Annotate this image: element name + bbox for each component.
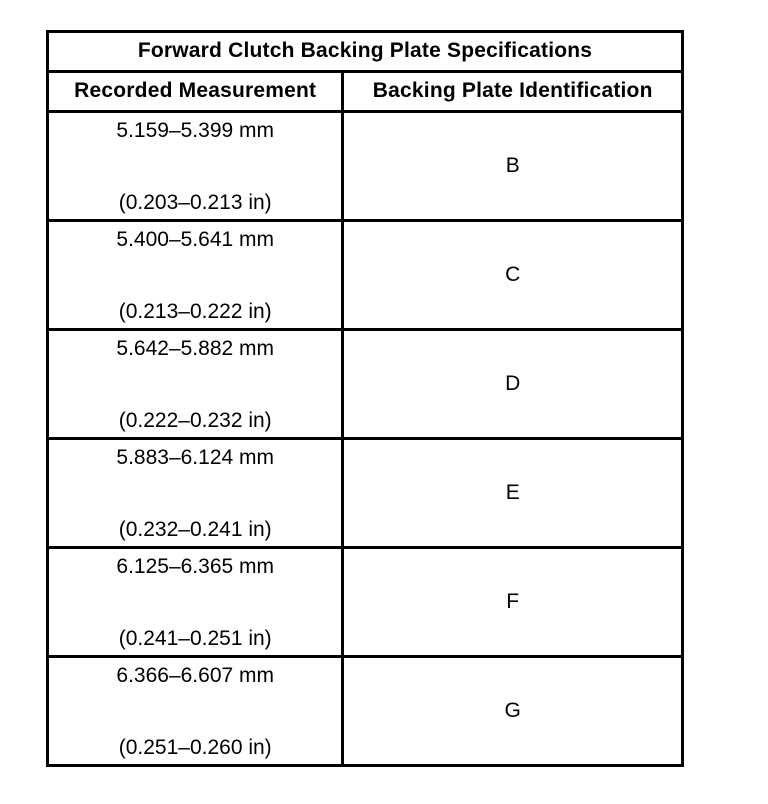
- table-row: [48, 438, 683, 547]
- measurement-cell: [48, 111, 343, 220]
- table-row: [48, 111, 683, 220]
- backing-plate-id: B: [343, 111, 683, 220]
- measurement-inch: (0.232–0.241 in): [118, 517, 272, 541]
- table-row: [48, 656, 683, 765]
- measurement-mm: 5.400–5.641 mm: [116, 227, 274, 251]
- measurement-inch: (0.222–0.232 in): [118, 408, 272, 432]
- backing-plate-id: C: [343, 220, 683, 329]
- measurement-inch: (0.203–0.213 in): [118, 190, 272, 214]
- measurement-cell: [48, 220, 343, 329]
- table-row: [48, 220, 683, 329]
- measurement-inch: (0.213–0.222 in): [118, 299, 272, 323]
- measurement-mm: 5.159–5.399 mm: [116, 118, 274, 142]
- measurement-mm: 5.642–5.882 mm: [116, 336, 274, 360]
- measurement-cell: [48, 438, 343, 547]
- column-header-recorded-measurement: Recorded Measurement: [48, 71, 343, 111]
- measurement-mm: 5.883–6.124 mm: [116, 445, 274, 469]
- backing-plate-id: F: [343, 547, 683, 656]
- table-title: Forward Clutch Backing Plate Specifications: [48, 32, 683, 72]
- measurement-inch: (0.241–0.251 in): [118, 626, 272, 650]
- measurement-mm: 6.366–6.607 mm: [116, 663, 274, 687]
- column-header-backing-plate-identification: Backing Plate Identification: [343, 71, 683, 111]
- table-header-row: [48, 71, 683, 111]
- table-row: [48, 329, 683, 438]
- table-row: [48, 547, 683, 656]
- measurement-inch: (0.251–0.260 in): [118, 736, 272, 759]
- backing-plate-id: D: [343, 329, 683, 438]
- backing-plate-id: G: [343, 656, 683, 765]
- table-title-row: [48, 32, 683, 72]
- backing-plate-id: E: [343, 438, 683, 547]
- measurement-mm: 6.125–6.365 mm: [116, 554, 274, 578]
- measurement-cell: [48, 656, 343, 765]
- backing-plate-spec-table: [46, 30, 684, 767]
- measurement-cell: [48, 547, 343, 656]
- measurement-cell: [48, 329, 343, 438]
